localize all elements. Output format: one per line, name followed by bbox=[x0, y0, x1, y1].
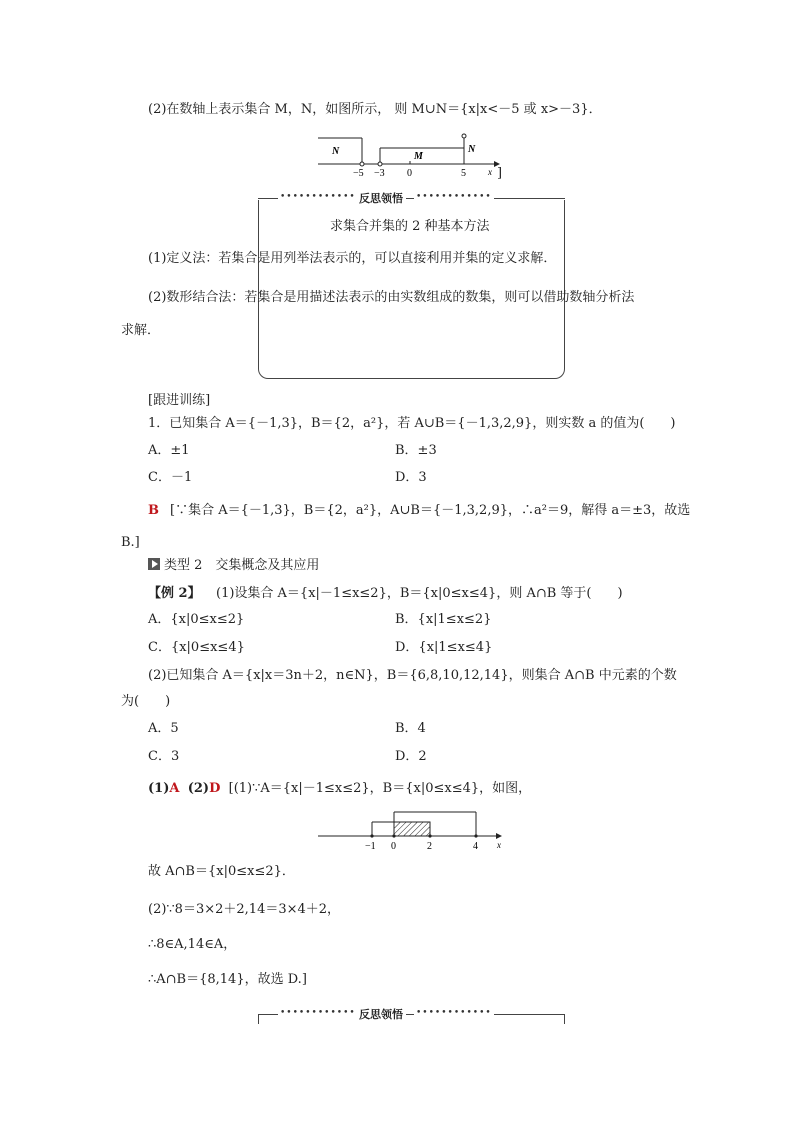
example-q2-line2: 为( ) bbox=[121, 694, 171, 709]
bracket-close: ] bbox=[497, 166, 503, 181]
practice-header: [跟进训练] bbox=[148, 393, 211, 408]
dots-right: •••••••••••• bbox=[416, 1008, 492, 1018]
reflection-item2-line2: 求解． bbox=[121, 323, 161, 338]
reflection-item2-line1: (2)数形结合法：若集合是用描述法表示的由实数组成的数集，则可以借助数轴分析法 bbox=[148, 290, 635, 305]
play-icon bbox=[148, 558, 160, 570]
dots-right: •••••••••••• bbox=[416, 192, 492, 202]
reflection-heading: 求集合并集的 2 种基本方法 bbox=[330, 219, 490, 234]
tick-label: −1 bbox=[365, 841, 376, 852]
tick-label: 0 bbox=[407, 168, 412, 179]
q1-option-d: D．{x|1≤x≤4} bbox=[395, 640, 493, 655]
reflection-title: 反思领悟 bbox=[356, 190, 406, 206]
divider bbox=[258, 1014, 259, 1024]
solution-line1: [(1)∵A＝{x|－1≤x≤2}，B＝{x|0≤x≤4}，如图， bbox=[228, 781, 532, 796]
label-N-right: N bbox=[468, 144, 476, 155]
q1-option-b: B．{x|1≤x≤2} bbox=[395, 612, 492, 627]
q1-option-a: A．{x|0≤x≤2} bbox=[148, 612, 245, 627]
answer-explanation-line1: [∵集合 A＝{－1,3}，B＝{2，a²}，A∪B＝{－1,3,2,9}，∴a²＝9，解得 a＝±3，故选 bbox=[170, 503, 691, 518]
solution-line5: ∴A∩B＝{8,14}，故选 D.] bbox=[148, 972, 307, 987]
example-q2-line1: (2)已知集合 A＝{x|x＝3n＋2，n∈N}，B＝{6,8,10,12,14}，则集合 A∩B 中元素的个数 bbox=[148, 668, 677, 683]
label-M: M bbox=[414, 151, 423, 162]
reflection-item1: (1)定义法：若集合是用列举法表示的，可以直接利用并集的定义求解． bbox=[148, 251, 557, 266]
answer-letter: B bbox=[148, 503, 159, 518]
answers-line bbox=[148, 780, 531, 798]
dots-left: •••••••••••• bbox=[280, 192, 356, 202]
type2-label: 类型 2 交集概念及其应用 bbox=[164, 558, 320, 573]
solution-line4: ∴8∈A,14∈A， bbox=[148, 937, 237, 952]
q2-option-d: D．2 bbox=[395, 749, 427, 764]
option-c: C．－1 bbox=[148, 470, 193, 485]
example-q1: (1)设集合 A＝{x|－1≤x≤2}，B＝{x|0≤x≤4}，则 A∩B 等于( ) bbox=[216, 586, 623, 601]
option-d: D．3 bbox=[395, 470, 427, 485]
q2-option-a: A．5 bbox=[148, 721, 179, 736]
tick-label: 4 bbox=[473, 841, 478, 852]
axis-label: x bbox=[488, 167, 492, 177]
practice-question: 1．已知集合 A＝{－1,3}，B＝{2，a²}，若 A∪B＝{－1,3,2,9}，则实数 a 的值为( ) bbox=[148, 416, 676, 431]
dots-left: •••••••••••• bbox=[280, 1008, 356, 1018]
option-a: A．±1 bbox=[148, 443, 190, 458]
type2-heading bbox=[148, 557, 319, 575]
reflection-title: 反思领悟 bbox=[356, 1006, 406, 1022]
ans1-label: (1) bbox=[148, 781, 170, 796]
solution-line2: 故 A∩B＝{x|0≤x≤2}． bbox=[148, 864, 295, 879]
ans1-letter: A bbox=[169, 781, 180, 796]
tick-label: 5 bbox=[461, 168, 466, 179]
ans2-label: (2) bbox=[187, 781, 210, 796]
q2-option-c: C．3 bbox=[148, 749, 180, 764]
example-tag: 【例 2】 bbox=[148, 586, 201, 601]
solution-line3: (2)∵8＝3×2＋2,14＝3×4＋2， bbox=[148, 902, 341, 917]
divider bbox=[564, 1014, 565, 1024]
number-line-intersection-figure bbox=[318, 808, 518, 854]
tick-label: −3 bbox=[374, 168, 385, 179]
ans2-letter: D bbox=[209, 781, 221, 796]
tick-label: −5 bbox=[353, 168, 364, 179]
option-b: B．±3 bbox=[395, 443, 437, 458]
q1-option-c: C．{x|0≤x≤4} bbox=[148, 640, 245, 655]
axis-label: x bbox=[497, 840, 501, 850]
q2-option-b: B．4 bbox=[395, 721, 426, 736]
tick-label: 0 bbox=[391, 841, 396, 852]
label-N-left: N bbox=[332, 146, 340, 157]
answer-explanation-line2: B.] bbox=[121, 535, 140, 550]
number-line-union-figure bbox=[318, 128, 518, 180]
part2-statement: (2)在数轴上表示集合 M，N，如图所示， 则 M∪N＝{x|x<－5 或 x>－3}． bbox=[148, 102, 602, 117]
tick-label: 2 bbox=[427, 841, 432, 852]
